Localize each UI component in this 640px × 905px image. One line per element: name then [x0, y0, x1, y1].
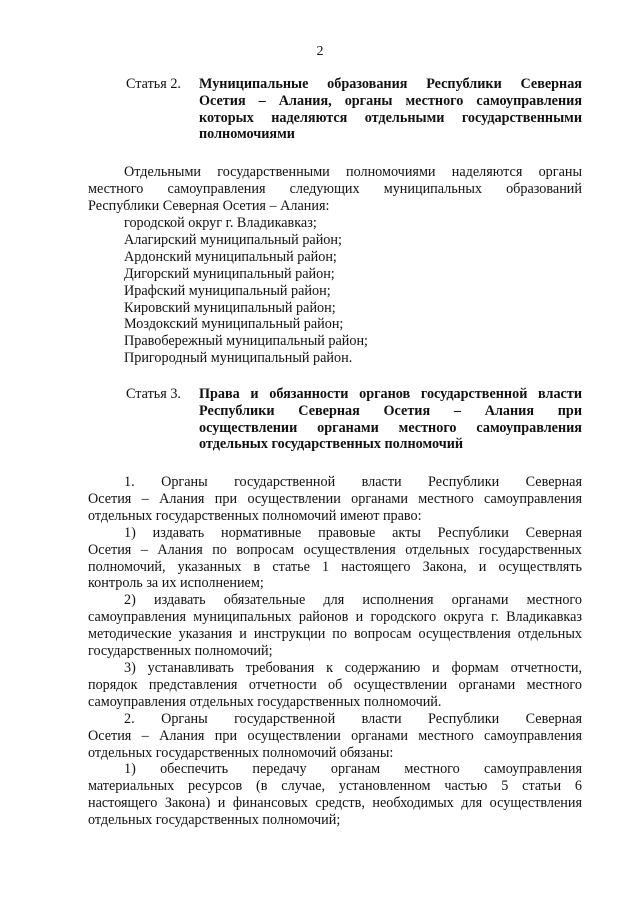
- text-line: самоуправления муниципальных районов и городского округа г. Владикавказ: [88, 609, 582, 626]
- text-line: 1) обеспечить передачу органам местного самоуправления: [124, 761, 582, 778]
- text-line: Осетия – Алания при осуществлении органами местного самоуправления: [88, 490, 582, 507]
- article-3-heading: [126, 386, 582, 453]
- list-item: Кировский муниципальный район;: [124, 299, 336, 316]
- list-item: Дигорский муниципальный район;: [124, 265, 335, 282]
- title-line: Муниципальные образования Республики Северная: [199, 76, 582, 92]
- title-line: Республики Северная Осетия – Алания при: [199, 402, 582, 419]
- title-line: Осетия – Алания, органы местного самоуправления: [199, 92, 582, 109]
- text-line: Республики Северная Осетия – Алания:: [88, 197, 330, 214]
- text-line: методические указания и инструкции по вопросам осуществления отдельных: [88, 626, 582, 643]
- text-line: 1) издавать нормативные правовые акты Республики Северная: [124, 524, 582, 541]
- text-line: государственных полномочий;: [88, 643, 273, 660]
- list-item: Пригородный муниципальный район.: [124, 350, 353, 367]
- text-line: местного самоуправления следующих муниципальных образований: [88, 180, 582, 197]
- article-2-label: Статья 2.: [126, 76, 181, 92]
- title-line: Права и обязанности органов государственной власти: [199, 386, 582, 402]
- list-item: Моздокский муниципальный район;: [124, 316, 344, 333]
- page-number: 2: [316, 44, 324, 59]
- text-line: отдельных государственных полномочий имеют право:: [88, 507, 422, 524]
- list-item: городской округ г. Владикавказ;: [124, 215, 317, 231]
- list-item: Ирафский муниципальный район;: [124, 282, 331, 299]
- article-2-title: [199, 76, 582, 143]
- text-line: 3) устанавливать требования к содержанию и формам отчетности,: [124, 659, 582, 676]
- text-line: настоящего Закона) и финансовых средств, необходимых для осуществления: [88, 795, 582, 812]
- text-line: самоуправления отдельных государственных полномочий.: [88, 693, 442, 710]
- list-item: Ардонский муниципальный район;: [124, 248, 337, 265]
- article-3-label: Статья 3.: [126, 386, 181, 402]
- text-line: Осетия – Алания по вопросам осуществления отдельных государственных: [88, 541, 582, 558]
- article-2-intro: [88, 164, 582, 215]
- text-line: 1. Органы государственной власти Республики Северная: [124, 474, 582, 490]
- list-item: Правобережный муниципальный район;: [124, 333, 368, 350]
- municipality-list: [124, 215, 584, 367]
- title-line: которых наделяются отдельными государственными: [199, 109, 582, 126]
- article-3-title: [199, 386, 582, 453]
- text-line: порядок представления отчетности об осуществлении органами местного: [88, 676, 582, 693]
- text-line: 2. Органы государственной власти Республики Северная: [124, 710, 582, 727]
- text-line: материальных ресурсов (в случае, установленном частью 5 статьи 6: [88, 778, 582, 795]
- article-3-body: [88, 474, 582, 829]
- text-line: отдельных государственных полномочий;: [88, 812, 341, 829]
- text-line: 2) издавать обязательные для исполнения органами местного: [124, 592, 582, 609]
- text-line: полномочий, указанных в статье 1 настоящего Закона, и осуществлять: [88, 558, 582, 575]
- text-line: Отдельными государственными полномочиями наделяются органы: [124, 164, 582, 180]
- title-line: полномочиями: [199, 126, 295, 143]
- text-line: контроль за их исполнением;: [88, 575, 264, 592]
- text-line: отдельных государственных полномочий обязаны:: [88, 744, 394, 761]
- title-line: отдельных государственных полномочий: [199, 436, 464, 453]
- article-2-heading: [126, 76, 582, 143]
- text-line: Осетия – Алания при осуществлении органами местного самоуправления: [88, 727, 582, 744]
- list-item: Алагирский муниципальный район;: [124, 231, 342, 248]
- title-line: осуществлении органами местного самоуправления: [199, 419, 582, 436]
